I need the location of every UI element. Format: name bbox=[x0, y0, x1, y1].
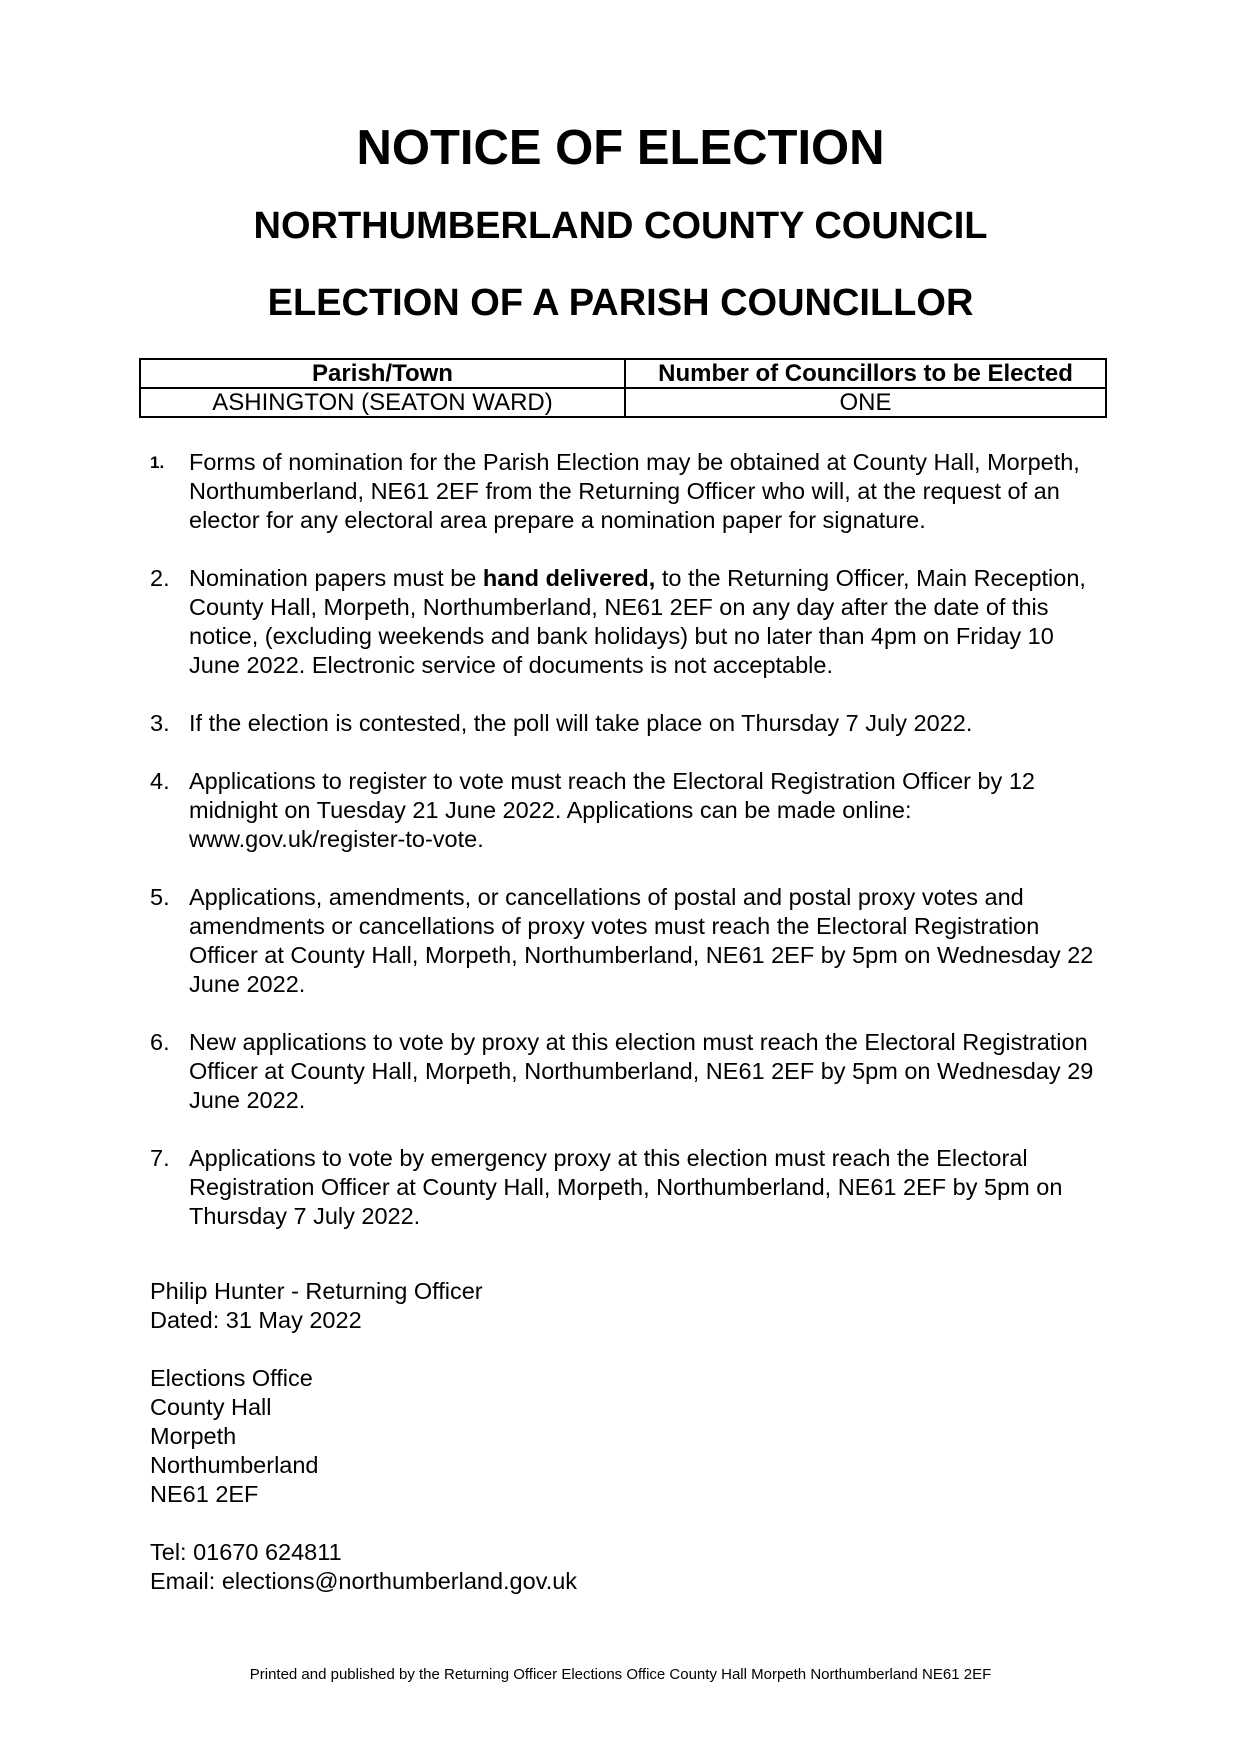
item-text: Applications to vote by emergency proxy at this election must reach the Electoral Registration Officer at County Hall, Morpeth, Northumberland, NE61 2EF by 5pm on Thursday 7 July 2022. bbox=[189, 1145, 1063, 1229]
header-number-of-councillors: Number of Councillors to be Elected bbox=[625, 359, 1106, 388]
item-text: New applications to vote by proxy at this election must reach the Electoral Registration Officer at County Hall, Morpeth, Northumberland, NE61 2EF by 5pm on Wednesday 29 June 2022. bbox=[189, 1029, 1094, 1113]
signoff-block bbox=[150, 1277, 577, 1596]
table-row bbox=[140, 388, 1106, 417]
item-text-before: Nomination papers must be bbox=[189, 565, 483, 591]
item-number: 7. bbox=[150, 1145, 170, 1171]
item-number: 3. bbox=[150, 710, 170, 736]
list-item bbox=[150, 448, 1100, 535]
item-text-bold: hand delivered, bbox=[482, 565, 656, 591]
cell-parish-name: ASHINGTON (SEATON WARD) bbox=[140, 388, 625, 417]
item-number: 2. bbox=[150, 565, 170, 591]
address-line: NE61 2EF bbox=[150, 1481, 259, 1507]
item-text-after: to the Returning Officer, Main Reception, County Hall, Morpeth, Northumberland, NE61 2EF on any day after the date of this notice, (excluding weekends and bank holidays) but no later than 4pm on Friday 10 June 2022. Electronic service of documents is not acceptable. bbox=[189, 565, 1086, 678]
item-text: Forms of nomination for the Parish Election may be obtained at County Hall, Morpeth, Northumberland, NE61 2EF from the Returning Officer who will, at the request of an elector for any electoral area prepare a nomination paper for signature. bbox=[189, 449, 1080, 533]
address-line: Elections Office bbox=[150, 1365, 313, 1391]
list-item bbox=[150, 1144, 1100, 1231]
list-item bbox=[150, 883, 1100, 999]
address-line: County Hall bbox=[150, 1394, 272, 1420]
notice-title: NOTICE OF ELECTION bbox=[356, 121, 885, 175]
spacer bbox=[150, 1509, 577, 1538]
spacer bbox=[150, 1335, 577, 1364]
item-number: 1. bbox=[150, 453, 165, 472]
notice-items-list bbox=[150, 448, 1100, 1260]
item-number: 6. bbox=[150, 1029, 170, 1055]
parish-table bbox=[139, 358, 1107, 418]
address-line: Morpeth bbox=[150, 1423, 237, 1449]
cell-councillor-count: ONE bbox=[625, 388, 1106, 417]
dated: Dated: 31 May 2022 bbox=[150, 1307, 362, 1333]
list-item bbox=[150, 709, 1100, 738]
header-parish-town: Parish/Town bbox=[140, 359, 625, 388]
telephone: Tel: 01670 624811 bbox=[150, 1539, 342, 1565]
list-item bbox=[150, 564, 1100, 680]
list-item bbox=[150, 1028, 1100, 1115]
item-number: 5. bbox=[150, 884, 170, 910]
list-item bbox=[150, 767, 1100, 854]
imprint-footer: Printed and published by the Returning Officer Elections Office County Hall Morpeth Northumberland NE61 2EF bbox=[249, 1666, 992, 1683]
council-name: NORTHUMBERLAND COUNTY COUNCIL bbox=[253, 205, 988, 247]
item-text: Applications, amendments, or cancellations of postal and postal proxy votes and amendments or cancellations of proxy votes must reach the Electoral Registration Officer at County Hall, Morpeth, Northumberland, NE61 2EF by 5pm on Wednesday 22 June 2022. bbox=[189, 884, 1094, 997]
email: Email: elections@northumberland.gov.uk bbox=[150, 1568, 578, 1594]
table-header-row bbox=[140, 359, 1106, 388]
item-text: If the election is contested, the poll will take place on Thursday 7 July 2022. bbox=[189, 710, 973, 736]
election-subtitle: ELECTION OF A PARISH COUNCILLOR bbox=[267, 282, 974, 324]
returning-officer: Philip Hunter - Returning Officer bbox=[150, 1278, 483, 1304]
item-text: Applications to register to vote must reach the Electoral Registration Officer by 12 midnight on Tuesday 21 June 2022. Applications can be made online: www.gov.uk/register-to-vote. bbox=[189, 768, 1035, 852]
address-line: Northumberland bbox=[150, 1452, 319, 1478]
item-number: 4. bbox=[150, 768, 170, 794]
